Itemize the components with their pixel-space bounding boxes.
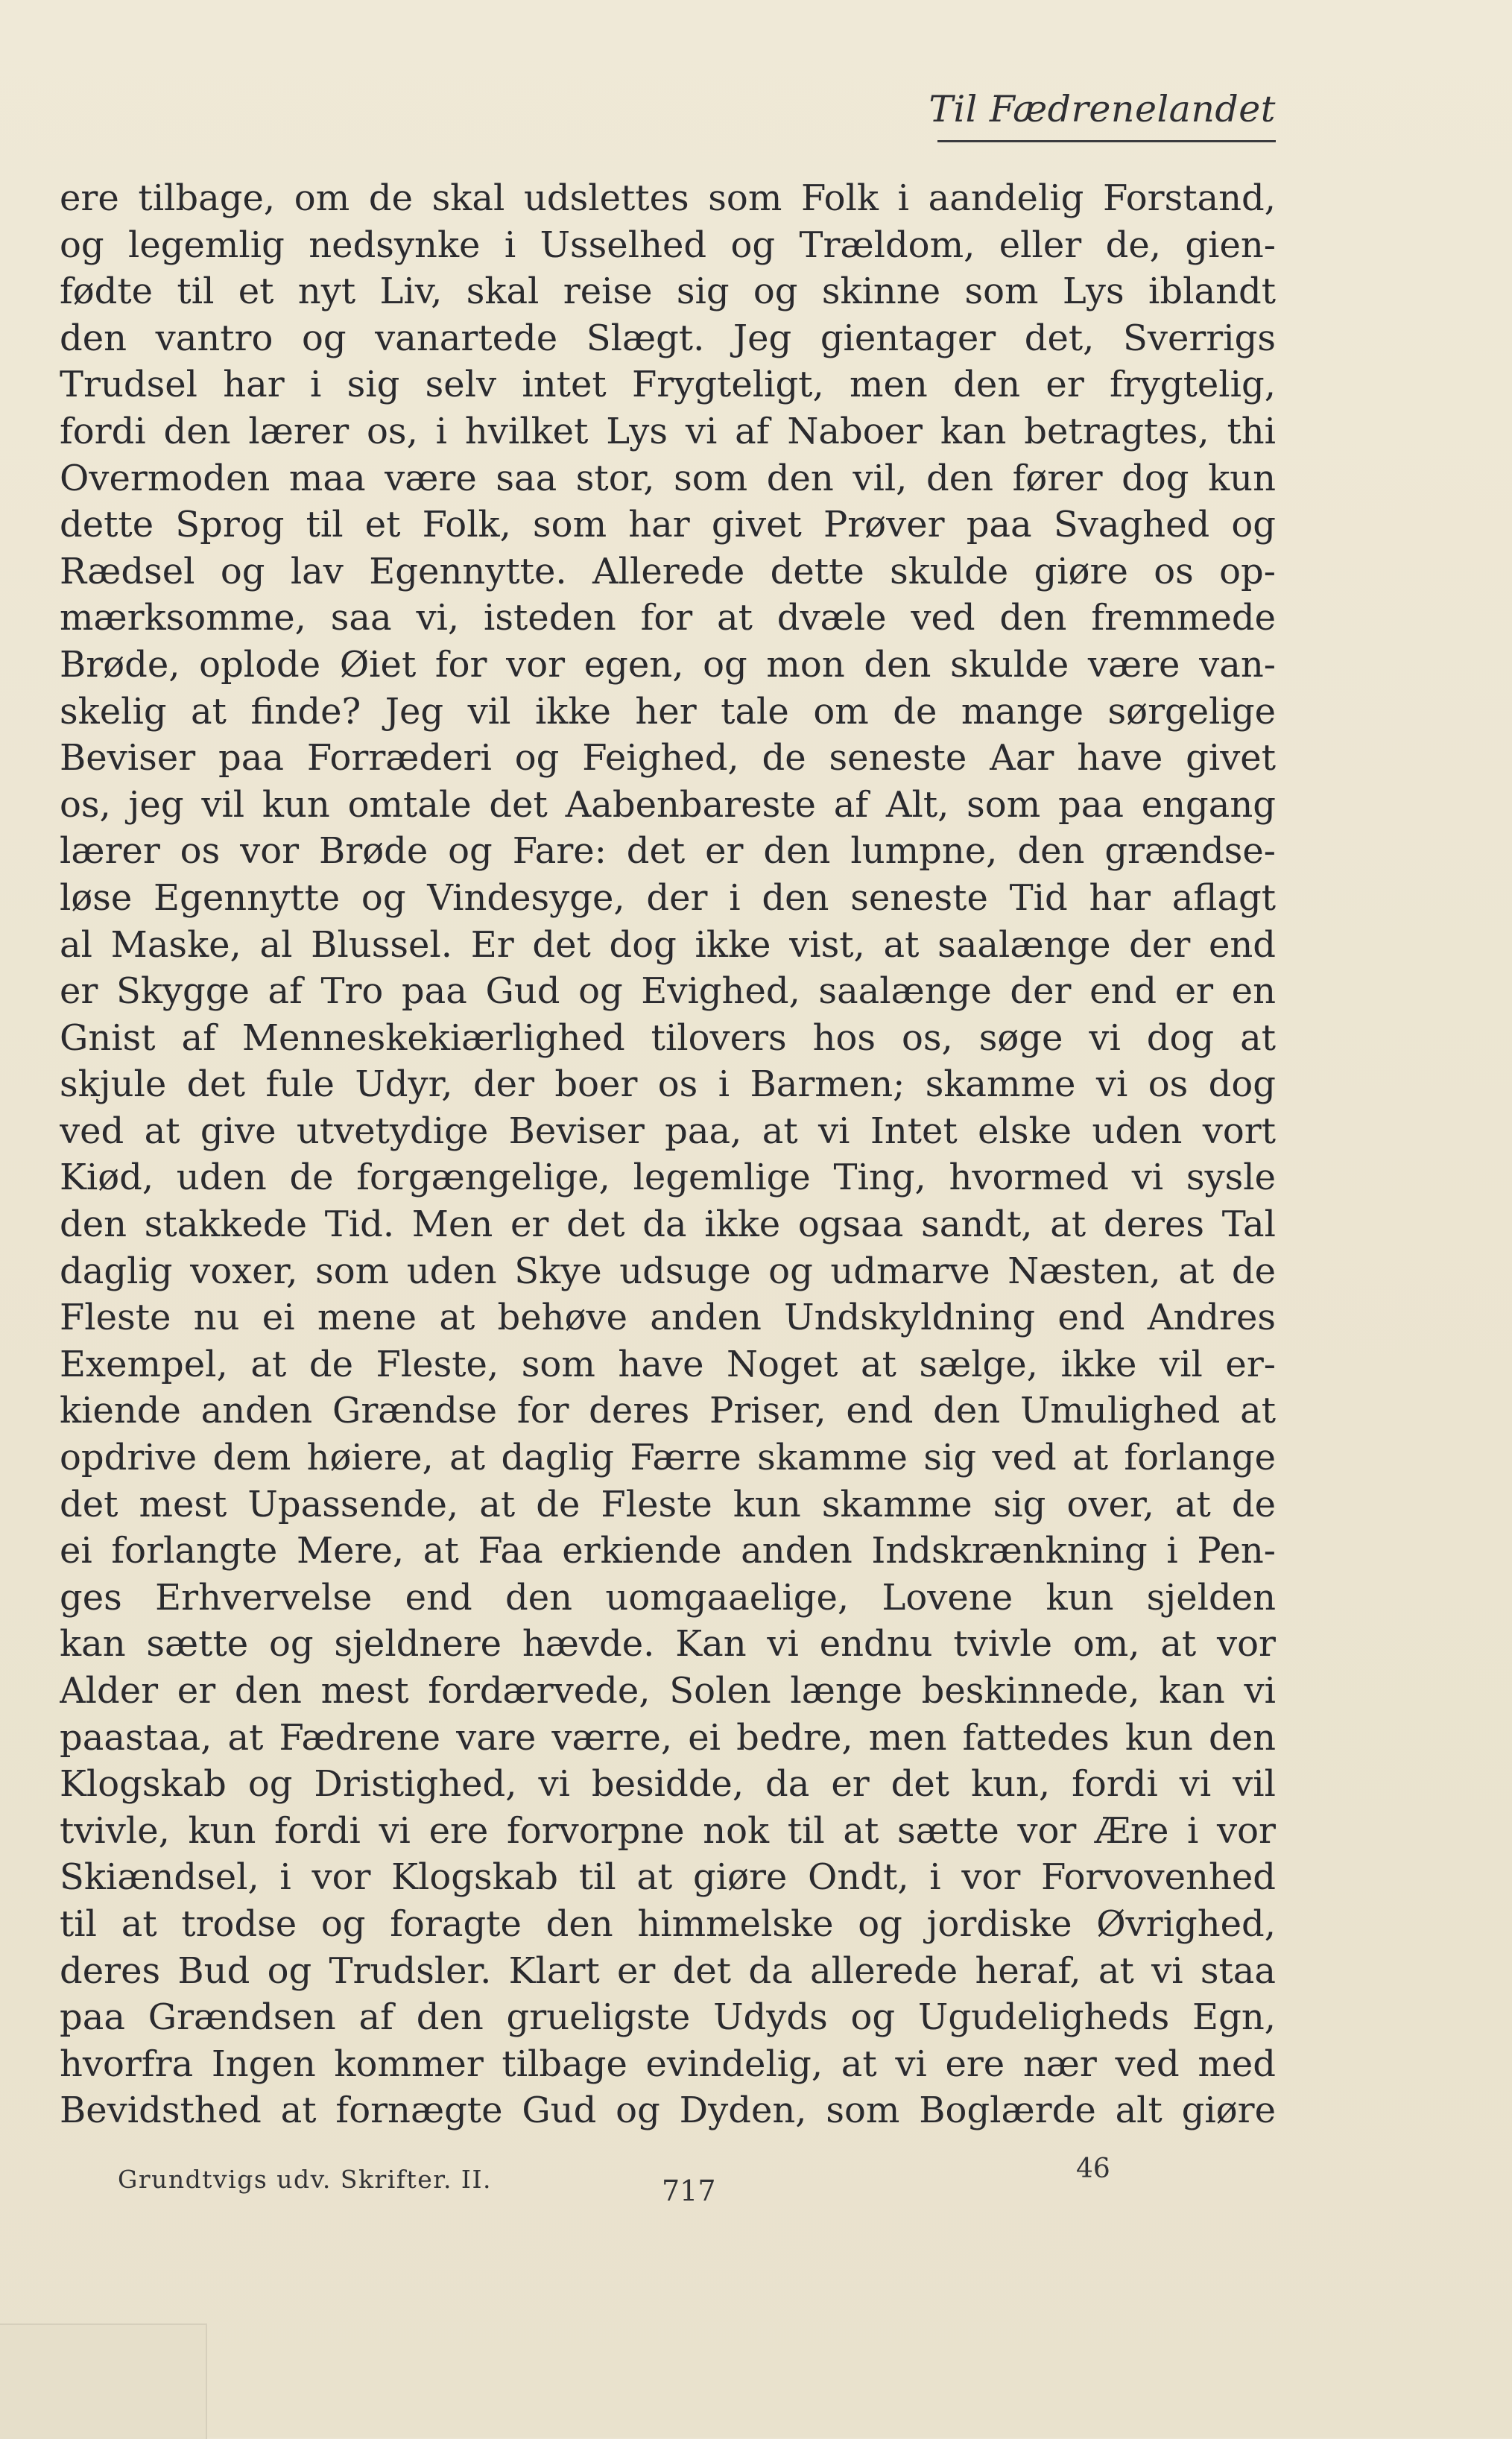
text-line: ges Erhvervelse end den uomgaaelige, Lovene kun sjelden xyxy=(60,1576,1276,1619)
text-line: kiende anden Grændse for deres Priser, end den Umulighed at xyxy=(60,1390,1276,1432)
text-line: paa Grændsen af den grueligste Udyds og Ugudeligheds Egn, xyxy=(60,1996,1276,2039)
text-line: daglig voxer, som uden Skye udsuge og udmarve Næsten, at de xyxy=(60,1250,1276,1292)
text-line: Exempel, at de Fleste, som have Noget at sælge, ikke vil er- xyxy=(60,1343,1276,1385)
text-line: Alder er den mest fordærvede, Solen længe beskinnede, kan vi xyxy=(60,1670,1276,1712)
scan-edge-mark xyxy=(0,2323,207,2439)
text-line: paastaa, at Fædrene vare værre, ei bedre, men fattedes kun den xyxy=(60,1716,1276,1759)
text-line: til at trodse og foragte den himmelske og jordiske Øvrighed, xyxy=(60,1902,1276,1945)
text-line: Trudsel har i sig selv intet Frygteligt, men den er frygtelig, xyxy=(60,364,1276,406)
text-line: Gnist af Menneskekiærlighed tilovers hos os, søge vi dog at xyxy=(60,1016,1276,1059)
text-line: Bevidsthed at fornægte Gud og Dyden, som Boglærde alt giøre xyxy=(60,2090,1276,2132)
text-line: Skiændsel, i vor Klogskab til at giøre Ondt, i vor Forvovenhed xyxy=(60,1856,1276,1899)
text-line: fordi den lærer os, i hvilket Lys vi af Naboer kan betragtes, thi xyxy=(60,410,1276,452)
text-line: hvorfra Ingen kommer tilbage evindelig, at vi ere nær ved med xyxy=(60,2043,1276,2085)
text-line: den stakkede Tid. Men er det da ikke ogsaa sandt, at deres Tal xyxy=(60,1203,1276,1246)
text-line: tvivle, kun fordi vi ere forvorpne nok til at sætte vor Ære i vor xyxy=(60,1809,1276,1852)
text-line: mærksomme, saa vi, isteden for at dvæle ved den fremmede xyxy=(60,597,1276,639)
text-line: kan sætte og sjeldnere hævde. Kan vi endnu tvivle om, at vor xyxy=(60,1623,1276,1665)
page-number: 717 xyxy=(662,2174,716,2207)
text-line: Klogskab og Dristighed, vi besidde, da er det kun, fordi vi vil xyxy=(60,1763,1276,1806)
text-line: fødte til et nyt Liv, skal reise sig og skinne som Lys iblandt xyxy=(60,271,1276,313)
text-line: opdrive dem høiere, at daglig Færre skamme sig ved at forlange xyxy=(60,1437,1276,1479)
text-line: og legemlig nedsynke i Usselhed og Trældom, eller de, gien- xyxy=(60,224,1276,266)
body-text xyxy=(60,175,1276,2134)
footer-source: Grundtvigs udv. Skrifter. II. xyxy=(118,2165,492,2194)
text-line: Beviser paa Forræderi og Feighed, de seneste Aar have givet xyxy=(60,737,1276,779)
signature-mark: 46 xyxy=(1076,2154,1110,2184)
text-line: Brøde, oplode Øiet for vor egen, og mon den skulde være van- xyxy=(60,643,1276,686)
text-line: er Skygge af Tro paa Gud og Evighed, saalænge der end er en xyxy=(60,970,1276,1013)
text-line: Rædsel og lav Egennytte. Allerede dette skulde giøre os op- xyxy=(60,550,1276,592)
text-line: ved at give utvetydige Beviser paa, at vi Intet elske uden vort xyxy=(60,1110,1276,1152)
header-rule xyxy=(937,140,1276,142)
text-line: lærer os vor Brøde og Fare: det er den lumpne, den grændse- xyxy=(60,830,1276,873)
running-header: Til Fædrenelandet xyxy=(929,88,1276,130)
text-line: Fleste nu ei mene at behøve anden Undskyldning end Andres xyxy=(60,1297,1276,1339)
text-line: dette Sprog til et Folk, som har givet Prøver paa Svaghed og xyxy=(60,504,1276,546)
text-line: ei forlangte Mere, at Faa erkiende anden Indskrænkning i Pen- xyxy=(60,1530,1276,1572)
text-line: Overmoden maa være saa stor, som den vil, den fører dog kun xyxy=(60,457,1276,499)
text-line: al Maske, al Blussel. Er det dog ikke vist, at saalænge der end xyxy=(60,923,1276,966)
text-line: ere tilbage, om de skal udslettes som Folk i aandelig Forstand, xyxy=(60,177,1276,219)
text-line: den vantro og vanartede Slægt. Jeg gientager det, Sverrigs xyxy=(60,317,1276,359)
text-line: skelig at finde? Jeg vil ikke her tale om de mange sørgelige xyxy=(60,690,1276,733)
text-line: Kiød, uden de forgængelige, legemlige Ting, hvormed vi sysle xyxy=(60,1157,1276,1199)
text-line: skjule det fule Udyr, der boer os i Barmen; skamme vi os dog xyxy=(60,1063,1276,1106)
text-line: løse Egennytte og Vindesyge, der i den seneste Tid har aflagt xyxy=(60,876,1276,919)
text-line: os, jeg vil kun omtale det Aabenbareste af Alt, som paa engang xyxy=(60,783,1276,826)
text-line: det mest Upassende, at de Fleste kun skamme sig over, at de xyxy=(60,1483,1276,1525)
text-line: deres Bud og Trudsler. Klart er det da allerede heraf, at vi staa xyxy=(60,1949,1276,1992)
